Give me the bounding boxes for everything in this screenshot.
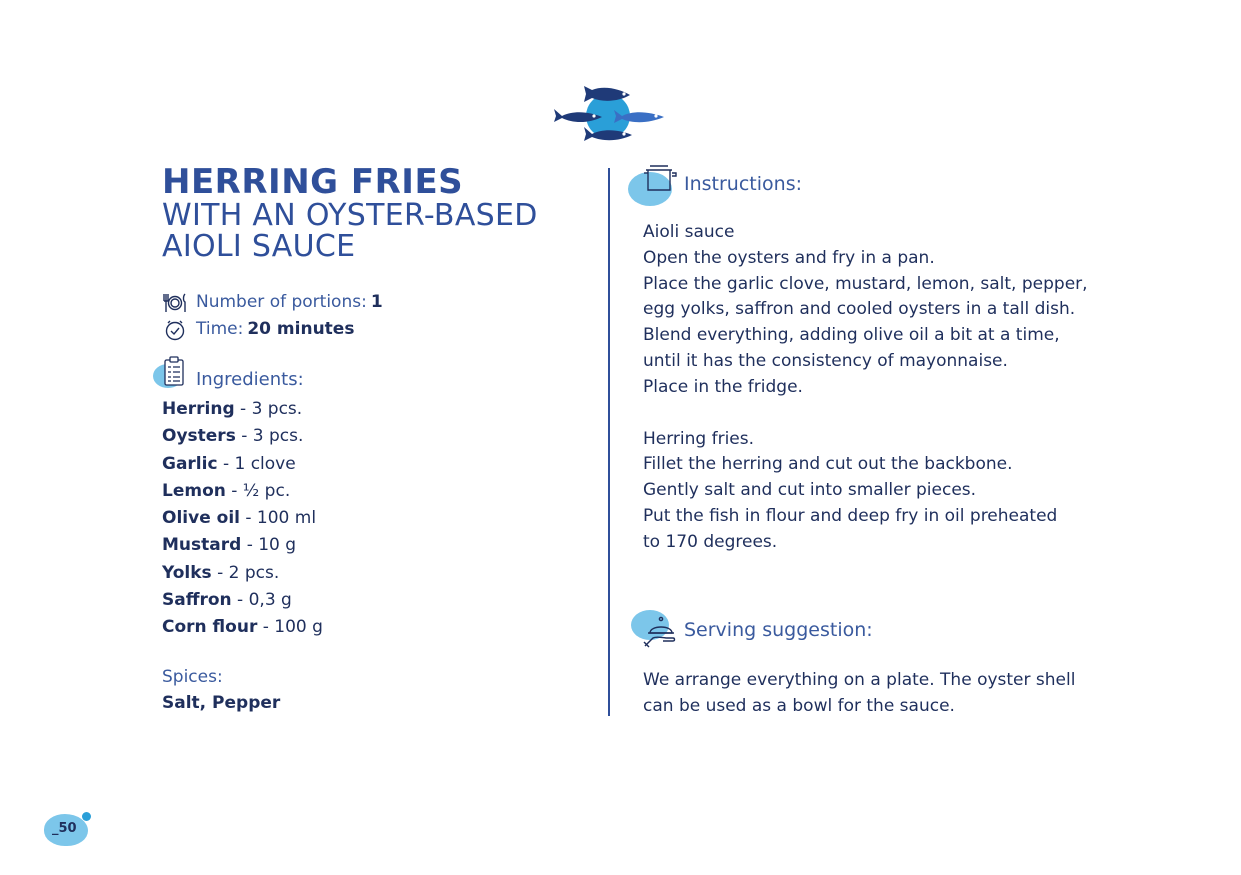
instruction-line: until it has the consistency of mayonnaise. (643, 350, 1008, 371)
instruction-line: Open the oysters and fry in a pan. (643, 247, 935, 268)
title-main: HERRING FRIES (162, 162, 464, 202)
fish-logo-icon (552, 86, 668, 146)
time-label: Time: (196, 319, 244, 339)
list-item: Saffron - 0,3 g (162, 590, 292, 611)
list-item: Olive oil - 100 ml (162, 508, 317, 529)
instruction-line: Place in the fridge. (643, 376, 803, 397)
serving-heading (631, 608, 873, 652)
recipe-meta (162, 289, 383, 343)
serving-heading-text: Serving suggestion: (684, 619, 873, 641)
instructions-heading-text: Instructions: (684, 173, 802, 195)
instruction-line: Blend everything, adding olive oil a bit at a time, (643, 325, 1060, 346)
list-item: Herring - 3 pcs. (162, 399, 303, 419)
page-number-text: _50 (52, 821, 77, 836)
instruction-line: to 170 degrees. (643, 531, 778, 552)
list-item: Lemon - ½ pc. (162, 480, 291, 501)
list-item: Corn flour - 100 g (162, 617, 323, 638)
cooking-pot-icon (628, 160, 680, 208)
instruction-line: egg yolks, saffron and cooled oysters in a tall dish. (643, 299, 1076, 320)
spices-heading: Spices: (162, 667, 223, 687)
list-item: Garlic - 1 clove (162, 453, 296, 474)
time-value: 20 minutes (247, 319, 355, 339)
clock-icon (162, 319, 188, 341)
list-item: Oysters - 3 pcs. (162, 426, 304, 447)
instructions-text (643, 220, 1113, 556)
clipboard-icon (153, 356, 191, 390)
instruction-line: Fillet the herring and cut out the backbone. (643, 454, 1013, 475)
serving-line: can be used as a bowl for the sauce. (643, 696, 955, 716)
column-divider (608, 168, 610, 716)
serving-line: We arrange everything on a plate. The oyster shell (643, 670, 1076, 690)
instruction-line: Herring fries. (643, 428, 755, 449)
spices-value: Salt, Pepper (162, 693, 281, 713)
title-line-3-text: AIOLI SAUCE (162, 229, 356, 264)
time-row (162, 316, 383, 343)
ingredients-heading (153, 356, 304, 390)
instruction-line: Gently salt and cut into smaller pieces. (643, 480, 977, 501)
title-line-3 (162, 231, 355, 262)
instructions-heading (628, 160, 802, 208)
list-item: Mustard - 10 g (162, 535, 297, 556)
recipe-title (162, 164, 592, 262)
serving-cloche-icon (631, 608, 681, 652)
serving-text (643, 667, 1113, 719)
instruction-line: Place the garlic clove, mustard, lemon, salt, pepper, (643, 273, 1088, 294)
cutlery-plate-icon (162, 292, 188, 314)
page-number (44, 812, 90, 846)
instruction-line: Put the fish in flour and deep fry in oil preheated (643, 505, 1058, 526)
portions-row (162, 289, 383, 316)
page-number-dot (82, 812, 91, 821)
ingredients-heading-text: Ingredients: (196, 369, 304, 390)
portions-value: 1 (370, 292, 383, 312)
instruction-line: Aioli sauce (643, 222, 735, 242)
portions-label: Number of portions: (196, 292, 367, 312)
title-line-2: WITH AN OYSTER-BASED (162, 198, 538, 233)
ingredients-list (162, 396, 323, 642)
list-item: Yolks - 2 pcs. (162, 562, 280, 583)
